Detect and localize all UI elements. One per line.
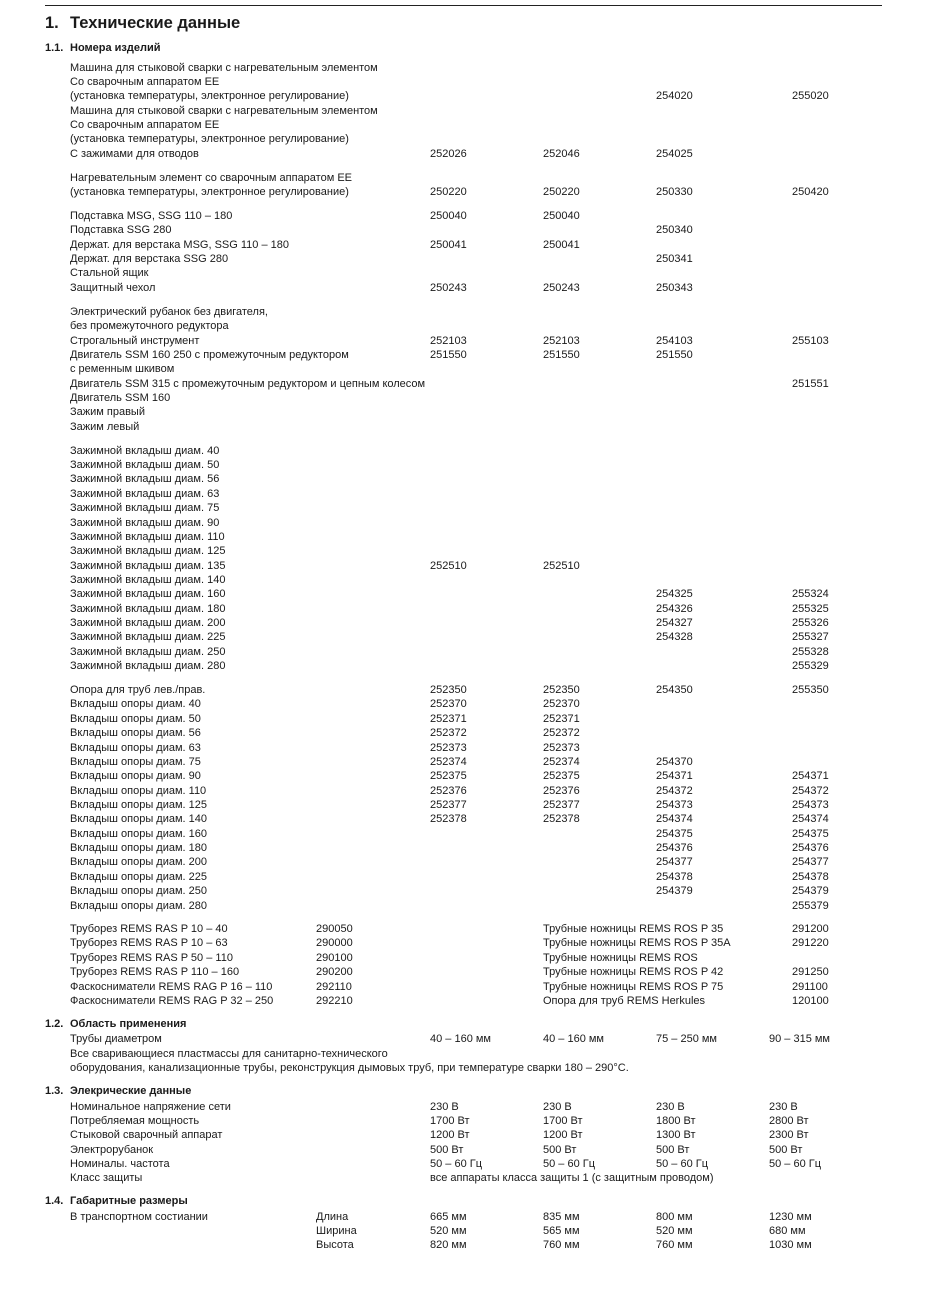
transport-state-label: В транспортном состиании: [70, 1211, 208, 1223]
accessory-label: Трубные ножницы REMS ROS: [543, 952, 698, 964]
dimension-value: 1030 мм: [769, 1239, 812, 1251]
accessory-label: Труборез REMS RAS P 10 – 40: [70, 923, 228, 935]
row-label: Вкладыш опоры диам. 225: [70, 871, 207, 883]
article-number: 250220: [543, 186, 580, 198]
row-label: Зажимной вкладыш диам. 250: [70, 646, 226, 658]
section-title: Габаритные размеры: [70, 1195, 188, 1207]
section-number: 1.1.: [45, 42, 64, 54]
electrical-value: 230 В: [769, 1101, 798, 1113]
article-number: 254371: [656, 770, 693, 782]
article-number: 252377: [543, 799, 580, 811]
row-label: Зажимной вкладыш диам. 180: [70, 603, 226, 615]
row-label: Вкладыш опоры диам. 63: [70, 742, 201, 754]
row-label: Зажимной вкладыш диам. 160: [70, 588, 226, 600]
article-number: 254374: [792, 813, 829, 825]
protection-class-value: все аппараты класса защиты 1 (с защитным проводом): [430, 1172, 714, 1184]
accessory-number: 291100: [792, 981, 828, 993]
pipe-diameter-value: 40 – 160 мм: [543, 1033, 604, 1045]
electrical-value: 230 В: [656, 1101, 685, 1113]
electrical-value: 1700 Вт: [430, 1115, 470, 1127]
row-label: Вкладыш опоры диам. 140: [70, 813, 207, 825]
article-number: 250420: [792, 186, 829, 198]
article-number: 250243: [543, 282, 580, 294]
row-label: Зажимной вкладыш диам. 50: [70, 459, 220, 471]
article-number: 254325: [656, 588, 693, 600]
article-number: 255379: [792, 900, 829, 912]
dimension-name: Ширина: [316, 1225, 357, 1237]
dimension-value: 820 мм: [430, 1239, 467, 1251]
heading-title: Технические данные: [70, 14, 241, 32]
row-label: Вкладыш опоры диам. 90: [70, 770, 201, 782]
article-number: 250041: [430, 239, 467, 251]
article-number: 254103: [656, 335, 693, 347]
electrical-label: Номинальное напряжение сети: [70, 1101, 231, 1113]
article-number: 254377: [792, 856, 829, 868]
article-number: 255325: [792, 603, 829, 615]
section-title: Номера изделий: [70, 42, 161, 54]
article-number: 254328: [656, 631, 693, 643]
article-number: 252370: [430, 698, 467, 710]
accessory-label: Опора для труб REMS Herkules: [543, 995, 706, 1007]
row-label: Защитный чехол: [70, 282, 156, 294]
electrical-value: 230 В: [543, 1101, 572, 1113]
row-label: Зажимной вкладыш диам. 200: [70, 617, 226, 629]
article-number: 252377: [430, 799, 467, 811]
accessory-number: 290050: [316, 923, 353, 935]
electrical-value: 50 – 60 Гц: [430, 1158, 483, 1170]
article-number: 251550: [430, 349, 467, 361]
article-number: 252374: [430, 756, 467, 768]
row-label: Вкладыш опоры диам. 160: [70, 828, 207, 840]
row-label: Вкладыш опоры диам. 180: [70, 842, 207, 854]
electrical-value: 500 Вт: [430, 1144, 464, 1156]
application-text-line: Все сваривающиеся пластмассы для санитарно-технического: [70, 1048, 388, 1060]
article-number: 254375: [792, 828, 829, 840]
article-number: 252373: [543, 742, 580, 754]
article-number: 252046: [543, 148, 580, 160]
row-label: Зажимной вкладыш диам. 125: [70, 545, 226, 557]
dimension-name: Высота: [316, 1239, 354, 1251]
article-number: 252378: [430, 813, 467, 825]
electrical-label: Стыковой сварочный аппарат: [70, 1129, 223, 1141]
row-label: Опора для труб лев./прав.: [70, 684, 206, 696]
accessory-number: 291200: [792, 923, 829, 935]
row-label: Строгальный инструмент: [70, 335, 200, 347]
heading-number: 1.: [45, 14, 59, 32]
row-label: Зажим левый: [70, 421, 140, 433]
row-label: Вкладыш опоры диам. 75: [70, 756, 201, 768]
article-number: 254379: [656, 885, 693, 897]
electrical-value: 2300 Вт: [769, 1129, 809, 1141]
article-number: 252376: [430, 785, 467, 797]
accessory-number: 290200: [316, 966, 353, 978]
electrical-value: 1200 Вт: [430, 1129, 470, 1141]
electrical-value: 50 – 60 Гц: [543, 1158, 596, 1170]
row-label: Со сварочным аппаратом ЕЕ: [70, 119, 220, 131]
article-number: 250343: [656, 282, 693, 294]
electrical-value: 50 – 60 Гц: [769, 1158, 822, 1170]
row-label: (установка температуры, электронное регулирование): [70, 90, 349, 102]
row-label: (установка температуры, электронное регулирование): [70, 133, 349, 145]
row-label: Двигатель SSM 315 с промежуточным редуктором и цепным колесом: [70, 378, 426, 390]
row-label: Зажимной вкладыш диам. 63: [70, 488, 220, 500]
electrical-value: 500 Вт: [656, 1144, 690, 1156]
dimension-value: 665 мм: [430, 1211, 467, 1223]
article-number: 254379: [792, 885, 829, 897]
row-label: Зажимной вкладыш диам. 140: [70, 574, 226, 586]
article-number: 252372: [543, 727, 580, 739]
article-number: 254327: [656, 617, 693, 629]
row-label: Машина для стыковой сварки с нагревательным элементом: [70, 62, 378, 74]
article-number: 254025: [656, 148, 693, 160]
row-label: Держат. для верстака SSG 280: [70, 253, 229, 265]
accessory-label: Трубные ножницы REMS ROS P 35A: [543, 937, 731, 949]
article-number: 250340: [656, 224, 693, 236]
document-heading: [45, 14, 240, 33]
electrical-value: 50 – 60 Гц: [656, 1158, 709, 1170]
accessory-number: 292110: [316, 981, 352, 993]
row-label: (установка температуры, электронное регулирование): [70, 186, 349, 198]
top-rule: [45, 5, 882, 6]
article-number: 254373: [656, 799, 693, 811]
dimension-value: 680 мм: [769, 1225, 806, 1237]
row-label: Со сварочным аппаратом ЕЕ: [70, 76, 220, 88]
section-heading-product-numbers: [45, 42, 161, 54]
dimension-value: 1230 мм: [769, 1211, 812, 1223]
row-label: Вкладыш опоры диам. 40: [70, 698, 201, 710]
article-number: 252373: [430, 742, 467, 754]
accessory-label: Фаскосниматели REMS RAG P 16 – 110: [70, 981, 273, 993]
row-label: Зажимной вкладыш диам. 225: [70, 631, 226, 643]
row-label: без промежуточного редуктора: [70, 320, 229, 332]
article-number: 254378: [656, 871, 693, 883]
article-number: 254377: [656, 856, 693, 868]
article-number: 254371: [792, 770, 829, 782]
row-label: Зажимной вкладыш диам. 56: [70, 473, 220, 485]
row-label: Вкладыш опоры диам. 200: [70, 856, 207, 868]
row-label: Двигатель SSM 160: [70, 392, 171, 404]
article-number: 254372: [792, 785, 829, 797]
row-label: Вкладыш опоры диам. 110: [70, 785, 207, 797]
article-number: 255324: [792, 588, 829, 600]
article-number: 250243: [430, 282, 467, 294]
row-label: Зажимной вкладыш диам. 280: [70, 660, 226, 672]
dimension-name: Длина: [316, 1211, 349, 1223]
article-number: 254020: [656, 90, 693, 102]
article-number: 250040: [543, 210, 580, 222]
electrical-value: 230 В: [430, 1101, 459, 1113]
article-number: 252350: [543, 684, 580, 696]
article-number: 255350: [792, 684, 829, 696]
article-number: 254378: [792, 871, 829, 883]
accessory-label: Трубные ножницы REMS ROS P 35: [543, 923, 724, 935]
row-label: Машина для стыковой сварки с нагревательным элементом: [70, 105, 378, 117]
article-number: 252026: [430, 148, 467, 160]
row-label: Зажимной вкладыш диам. 135: [70, 560, 226, 572]
article-number: 255327: [792, 631, 829, 643]
dimension-value: 565 мм: [543, 1225, 580, 1237]
article-number: 252375: [543, 770, 580, 782]
section-title: Элекрические данные: [70, 1085, 192, 1097]
article-number: 252350: [430, 684, 467, 696]
article-number: 252374: [543, 756, 580, 768]
row-label: с ременным шкивом: [70, 363, 175, 375]
row-label: Зажимной вкладыш диам. 75: [70, 502, 220, 514]
section-heading-application: [45, 1018, 186, 1030]
article-number: 254370: [656, 756, 693, 768]
electrical-label: Номиналы. частота: [70, 1158, 170, 1170]
article-number: 250330: [656, 186, 693, 198]
accessory-label: Труборез REMS RAS P 10 – 63: [70, 937, 228, 949]
electrical-value: 1700 Вт: [543, 1115, 583, 1127]
section-heading-dimensions: [45, 1195, 188, 1207]
pipe-diameter-value: 90 – 315 мм: [769, 1033, 830, 1045]
electrical-value: 500 Вт: [543, 1144, 577, 1156]
article-number: 250220: [430, 186, 467, 198]
electrical-value: 1300 Вт: [656, 1129, 696, 1141]
row-label: Держат. для верстака MSG, SSG 110 – 180: [70, 239, 289, 251]
article-number: 250040: [430, 210, 467, 222]
article-number: 254376: [792, 842, 829, 854]
article-number: 252103: [543, 335, 580, 347]
pipe-diameter-value: 40 – 160 мм: [430, 1033, 491, 1045]
article-number: 255020: [792, 90, 829, 102]
article-number: 254326: [656, 603, 693, 615]
electrical-value: 2800 Вт: [769, 1115, 809, 1127]
pipe-diameter-value: 75 – 250 мм: [656, 1033, 717, 1045]
section-number: 1.2.: [45, 1018, 64, 1030]
row-label: Зажимной вкладыш диам. 90: [70, 517, 220, 529]
section-title: Область применения: [70, 1018, 187, 1030]
accessory-number: 291250: [792, 966, 829, 978]
article-number: 252103: [430, 335, 467, 347]
row-label: Вкладыш опоры диам. 250: [70, 885, 207, 897]
accessory-number: 292210: [316, 995, 353, 1007]
row-label: Зажимной вкладыш диам. 40: [70, 445, 220, 457]
row-label: Зажим правый: [70, 406, 145, 418]
article-number: 255328: [792, 646, 829, 658]
application-text-line: оборудования, канализационные трубы, реконструкция дымовых труб, при температуре сварки 180 – 290°C.: [70, 1062, 629, 1074]
article-number: 250341: [656, 253, 693, 265]
accessory-label: Труборез REMS RAS P 50 – 110: [70, 952, 233, 964]
dimension-value: 800 мм: [656, 1211, 693, 1223]
row-label: Нагревательным элемент со сварочным аппаратом ЕЕ: [70, 172, 353, 184]
electrical-value: 1800 Вт: [656, 1115, 696, 1127]
article-number: 254373: [792, 799, 829, 811]
row-label: Зажимной вкладыш диам. 110: [70, 531, 225, 543]
article-number: 252371: [543, 713, 580, 725]
article-number: 251550: [656, 349, 693, 361]
article-number: 255103: [792, 335, 829, 347]
protection-class-label: Класс защиты: [70, 1172, 143, 1184]
electrical-value: 500 Вт: [769, 1144, 803, 1156]
section-number: 1.4.: [45, 1195, 64, 1207]
accessory-number: 291220: [792, 937, 829, 949]
article-number: 252510: [430, 560, 467, 572]
article-number: 254376: [656, 842, 693, 854]
article-number: 252372: [430, 727, 467, 739]
article-number: 255326: [792, 617, 829, 629]
article-number: 250041: [543, 239, 580, 251]
article-number: 252376: [543, 785, 580, 797]
pipe-diameter-label: Трубы диаметром: [70, 1033, 162, 1045]
article-number: 254372: [656, 785, 693, 797]
dimension-value: 520 мм: [656, 1225, 693, 1237]
electrical-label: Потребляемая мощность: [70, 1115, 200, 1127]
accessory-label: Трубные ножницы REMS ROS P 75: [543, 981, 724, 993]
row-label: Стальной ящик: [70, 267, 149, 279]
article-number: 252510: [543, 560, 580, 572]
row-label: Двигатель SSM 160 250 с промежуточным редуктором: [70, 349, 349, 361]
dimension-value: 760 мм: [656, 1239, 693, 1251]
row-label: Электрический рубанок без двигателя,: [70, 306, 268, 318]
article-number: 251551: [792, 378, 829, 390]
row-label: Вкладыш опоры диам. 56: [70, 727, 201, 739]
article-number: 254375: [656, 828, 693, 840]
row-label: Вкладыш опоры диам. 50: [70, 713, 201, 725]
article-number: 252378: [543, 813, 580, 825]
article-number: 254374: [656, 813, 693, 825]
accessory-number: 120100: [792, 995, 829, 1007]
dimension-value: 835 мм: [543, 1211, 580, 1223]
article-number: 251550: [543, 349, 580, 361]
article-number: 252371: [430, 713, 467, 725]
row-label: Подставка MSG, SSG 110 – 180: [70, 210, 233, 222]
section-heading-electrical: [45, 1085, 191, 1097]
accessory-number: 290100: [316, 952, 353, 964]
accessory-label: Труборез REMS RAS P 110 – 160: [70, 966, 240, 978]
row-label: Вкладыш опоры диам. 125: [70, 799, 207, 811]
row-label: Подставка SSG 280: [70, 224, 172, 236]
row-label: Вкладыш опоры диам. 280: [70, 900, 207, 912]
electrical-value: 1200 Вт: [543, 1129, 583, 1141]
article-number: 252375: [430, 770, 467, 782]
dimension-value: 760 мм: [543, 1239, 580, 1251]
accessory-label: Трубные ножницы REMS ROS P 42: [543, 966, 724, 978]
section-number: 1.3.: [45, 1085, 64, 1097]
article-number: 255329: [792, 660, 829, 672]
accessory-number: 290000: [316, 937, 353, 949]
article-number: 252370: [543, 698, 580, 710]
accessory-label: Фаскосниматели REMS RAG P 32 – 250: [70, 995, 274, 1007]
electrical-label: Электрорубанок: [70, 1144, 154, 1156]
dimension-value: 520 мм: [430, 1225, 467, 1237]
row-label: С зажимами для отводов: [70, 148, 199, 160]
article-number: 254350: [656, 684, 693, 696]
